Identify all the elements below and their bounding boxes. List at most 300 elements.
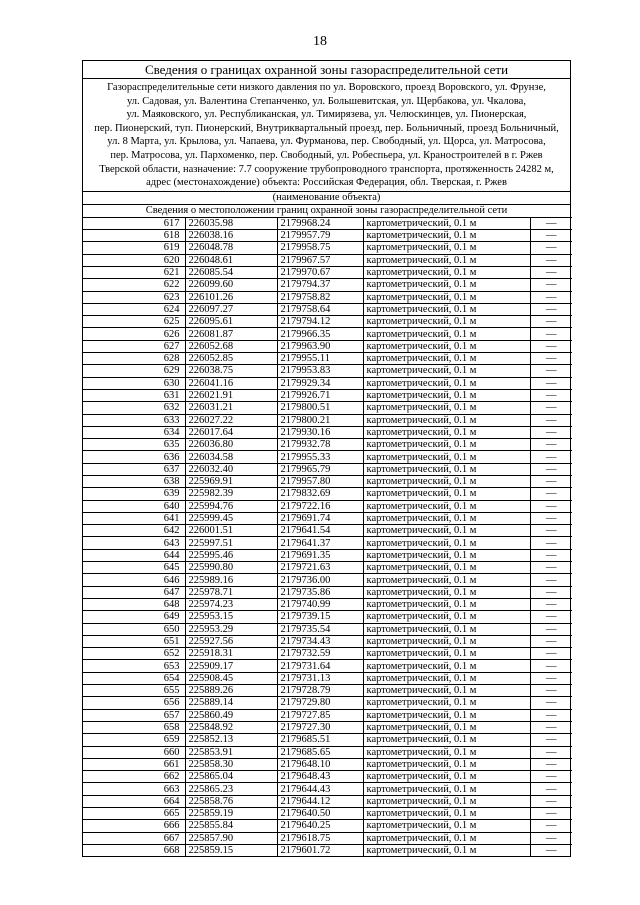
table-row [83,648,572,660]
point-number: 646 [83,574,185,586]
empty-cell-dash: — [530,721,572,733]
point-number: 663 [83,783,185,795]
point-number: 648 [83,598,185,610]
point-number: 655 [83,685,185,697]
point-number: 621 [83,266,185,278]
coord-x: 225908.45 [185,672,277,684]
description-line: ул. 8 Марта, ул. Крылова, ул. Чапаева, ул. Фурманова, пер. Свободный, ул. Щорса, ул. Матросова, [107,136,546,148]
determination-method: картометрический, 0.1 м [363,217,530,229]
coord-x: 225953.15 [185,611,277,623]
coord-y: 2179728.79 [277,685,363,697]
determination-method: картометрический, 0.1 м [363,771,530,783]
coord-y: 2179758.64 [277,303,363,315]
point-number: 659 [83,734,185,746]
description-line: ул. Маяковского, ул. Республиканская, ул. Тимирязева, ул. Челюскинцев, ул. Пионерская, [126,109,527,121]
coord-y: 2179735.86 [277,586,363,598]
table-row [83,808,572,820]
determination-method: картометрический, 0.1 м [363,254,530,266]
coord-x: 225857.90 [185,832,277,844]
point-number: 665 [83,808,185,820]
table-row [83,230,572,242]
coord-y: 2179955.11 [277,353,363,365]
empty-cell-dash: — [530,426,572,438]
table-row [83,377,572,389]
coord-y: 2179735.54 [277,623,363,635]
table-row [83,783,572,795]
point-number: 668 [83,844,185,856]
coord-x: 225889.26 [185,685,277,697]
determination-method: картометрический, 0.1 м [363,746,530,758]
table-row [83,697,572,709]
table-row [83,611,572,623]
determination-method: картометрический, 0.1 м [363,377,530,389]
coord-x: 225978.71 [185,586,277,598]
table-row [83,549,572,561]
coord-y: 2179929.34 [277,377,363,389]
determination-method: картометрический, 0.1 м [363,463,530,475]
table-row [83,340,572,352]
coord-y: 2179926.71 [277,389,363,401]
table-row [83,721,572,733]
coord-y: 2179968.24 [277,217,363,229]
determination-method: картометрический, 0.1 м [363,525,530,537]
coord-y: 2179721.63 [277,562,363,574]
point-number: 649 [83,611,185,623]
coord-y: 2179691.35 [277,549,363,561]
coord-y: 2179955.33 [277,451,363,463]
empty-cell-dash: — [530,783,572,795]
coord-y: 2179722.16 [277,500,363,512]
determination-method: картометрический, 0.1 м [363,672,530,684]
point-number: 658 [83,721,185,733]
determination-method: картометрический, 0.1 м [363,721,530,733]
point-number: 653 [83,660,185,672]
table-row [83,623,572,635]
table-row [83,562,572,574]
determination-method: картометрический, 0.1 м [363,685,530,697]
coord-y: 2179953.83 [277,365,363,377]
coord-y: 2179640.25 [277,820,363,832]
determination-method: картометрический, 0.1 м [363,512,530,524]
point-number: 625 [83,316,185,328]
determination-method: картометрический, 0.1 м [363,414,530,426]
empty-cell-dash: — [530,586,572,598]
coord-x: 225953.29 [185,623,277,635]
coord-y: 2179957.79 [277,230,363,242]
determination-method: картометрический, 0.1 м [363,291,530,303]
table-row [83,279,572,291]
determination-method: картометрический, 0.1 м [363,586,530,598]
coord-x: 226032.40 [185,463,277,475]
determination-method: картометрический, 0.1 м [363,734,530,746]
table-row [83,820,572,832]
point-number: 656 [83,697,185,709]
determination-method: картометрический, 0.1 м [363,758,530,770]
point-number: 642 [83,525,185,537]
coord-x: 226038.16 [185,230,277,242]
page-number: 18 [313,34,327,49]
determination-method: картометрический, 0.1 м [363,574,530,586]
table-row [83,242,572,254]
determination-method: картометрический, 0.1 м [363,426,530,438]
coord-x: 226085.54 [185,266,277,278]
coord-y: 2179965.79 [277,463,363,475]
point-number: 666 [83,820,185,832]
coord-y: 2179794.12 [277,316,363,328]
point-number: 636 [83,451,185,463]
determination-method: картометрический, 0.1 м [363,303,530,315]
coord-y: 2179739.15 [277,611,363,623]
coord-x: 225995.46 [185,549,277,561]
description-line: Газораспределительные сети низкого давления по ул. Воровского, проезд Воровского, ул. Фрунзе, [107,82,546,93]
determination-method: картометрический, 0.1 м [363,451,530,463]
empty-cell-dash: — [530,365,572,377]
point-number: 640 [83,500,185,512]
coord-x: 226036.80 [185,439,277,451]
empty-cell-dash: — [530,488,572,500]
coord-x: 225848.92 [185,721,277,733]
coord-y: 2179648.43 [277,771,363,783]
document-title: Сведения о границах охранной зоны газораспределительной сети [83,61,570,79]
empty-cell-dash: — [530,217,572,229]
empty-cell-dash: — [530,254,572,266]
determination-method: картометрический, 0.1 м [363,230,530,242]
table-row [83,746,572,758]
table-row [83,635,572,647]
empty-cell-dash: — [530,623,572,635]
determination-method: картометрический, 0.1 м [363,660,530,672]
table-row [83,316,572,328]
empty-cell-dash: — [530,746,572,758]
empty-cell-dash: — [530,635,572,647]
point-number: 662 [83,771,185,783]
coord-x: 225990.80 [185,562,277,574]
coord-x: 226041.16 [185,377,277,389]
empty-cell-dash: — [530,414,572,426]
point-number: 638 [83,475,185,487]
point-number: 643 [83,537,185,549]
determination-method: картометрический, 0.1 м [363,266,530,278]
table-row [83,537,572,549]
coord-x: 225999.45 [185,512,277,524]
coord-y: 2179731.64 [277,660,363,672]
coord-y: 2179966.35 [277,328,363,340]
coord-x: 226038.75 [185,365,277,377]
point-number: 654 [83,672,185,684]
empty-cell-dash: — [530,451,572,463]
table-row [83,685,572,697]
coord-x: 225858.30 [185,758,277,770]
empty-cell-dash: — [530,340,572,352]
coord-y: 2179932.78 [277,439,363,451]
point-number: 619 [83,242,185,254]
table-row [83,586,572,598]
determination-method: картометрический, 0.1 м [363,439,530,451]
point-number: 645 [83,562,185,574]
empty-cell-dash: — [530,611,572,623]
empty-cell-dash: — [530,549,572,561]
coord-y: 2179967.57 [277,254,363,266]
point-number: 622 [83,279,185,291]
coord-x: 225989.16 [185,574,277,586]
empty-cell-dash: — [530,648,572,660]
table-row [83,439,572,451]
table-row [83,402,572,414]
table-row [83,488,572,500]
determination-method: картометрический, 0.1 м [363,562,530,574]
determination-method: картометрический, 0.1 м [363,340,530,352]
coord-x: 225859.15 [185,844,277,856]
empty-cell-dash: — [530,795,572,807]
coord-x: 225994.76 [185,500,277,512]
object-name-caption: (наименование объекта) [83,191,570,204]
empty-cell-dash: — [530,832,572,844]
empty-cell-dash: — [530,291,572,303]
empty-cell-dash: — [530,500,572,512]
determination-method: картометрический, 0.1 м [363,279,530,291]
determination-method: картометрический, 0.1 м [363,844,530,856]
point-number: 624 [83,303,185,315]
empty-cell-dash: — [530,844,572,856]
empty-cell-dash: — [530,771,572,783]
description-line: ул. Садовая, ул. Валентина Степанченко, ул. Большевитская, ул. Щербакова, ул. Чкалова, [127,95,526,107]
empty-cell-dash: — [530,303,572,315]
table-row [83,660,572,672]
coord-y: 2179958.75 [277,242,363,254]
coord-y: 2179736.00 [277,574,363,586]
point-number: 634 [83,426,185,438]
coord-x: 226027.22 [185,414,277,426]
description-line: пер. Пионерский, туп. Пионерский, Внутриквартальный проезд, пер. Больничный, проезд Больничный, [94,122,559,134]
coord-x: 225909.17 [185,660,277,672]
coord-y: 2179727.85 [277,709,363,721]
empty-cell-dash: — [530,389,572,401]
table-row [83,500,572,512]
point-number: 639 [83,488,185,500]
table-row [83,844,572,856]
coord-y: 2179732.59 [277,648,363,660]
coord-x: 226021.91 [185,389,277,401]
table-row [83,328,572,340]
point-number: 627 [83,340,185,352]
point-number: 620 [83,254,185,266]
coord-x: 226048.61 [185,254,277,266]
empty-cell-dash: — [530,685,572,697]
coord-y: 2179970.67 [277,266,363,278]
coord-x: 226052.68 [185,340,277,352]
empty-cell-dash: — [530,266,572,278]
empty-cell-dash: — [530,574,572,586]
table-row [83,598,572,610]
empty-cell-dash: — [530,598,572,610]
empty-cell-dash: — [530,230,572,242]
determination-method: картометрический, 0.1 м [363,328,530,340]
empty-cell-dash: — [530,660,572,672]
coord-x: 226048.78 [185,242,277,254]
table-row [83,709,572,721]
determination-method: картометрический, 0.1 м [363,537,530,549]
determination-method: картометрический, 0.1 м [363,500,530,512]
determination-method: картометрический, 0.1 м [363,635,530,647]
coord-x: 226017.64 [185,426,277,438]
determination-method: картометрический, 0.1 м [363,488,530,500]
empty-cell-dash: — [530,525,572,537]
coord-x: 225889.14 [185,697,277,709]
point-number: 630 [83,377,185,389]
table-row [83,734,572,746]
coord-x: 225858.76 [185,795,277,807]
coord-x: 226101.26 [185,291,277,303]
table-row [83,365,572,377]
point-number: 617 [83,217,185,229]
determination-method: картометрический, 0.1 м [363,389,530,401]
coord-y: 2179648.10 [277,758,363,770]
table-row [83,291,572,303]
coord-y: 2179685.51 [277,734,363,746]
table-row [83,414,572,426]
coord-x: 226001.51 [185,525,277,537]
determination-method: картометрический, 0.1 м [363,365,530,377]
empty-cell-dash: — [530,808,572,820]
determination-method: картометрический, 0.1 м [363,648,530,660]
determination-method: картометрический, 0.1 м [363,697,530,709]
table-row [83,771,572,783]
determination-method: картометрический, 0.1 м [363,598,530,610]
coord-y: 2179641.37 [277,537,363,549]
point-number: 628 [83,353,185,365]
point-number: 626 [83,328,185,340]
empty-cell-dash: — [530,672,572,684]
coord-x: 225865.04 [185,771,277,783]
coord-y: 2179644.43 [277,783,363,795]
coord-y: 2179758.82 [277,291,363,303]
object-description [83,79,570,191]
coord-y: 2179729.80 [277,697,363,709]
point-number: 635 [83,439,185,451]
point-number: 629 [83,365,185,377]
empty-cell-dash: — [530,475,572,487]
table-row [83,574,572,586]
table-row [83,758,572,770]
coord-x: 226097.27 [185,303,277,315]
coord-x: 225860.49 [185,709,277,721]
point-number: 633 [83,414,185,426]
empty-cell-dash: — [530,279,572,291]
point-number: 661 [83,758,185,770]
empty-cell-dash: — [530,562,572,574]
coord-y: 2179640.50 [277,808,363,820]
empty-cell-dash: — [530,820,572,832]
determination-method: картометрический, 0.1 м [363,623,530,635]
point-number: 618 [83,230,185,242]
coord-y: 2179727.30 [277,721,363,733]
determination-method: картометрический, 0.1 м [363,242,530,254]
point-number: 657 [83,709,185,721]
coord-y: 2179832.69 [277,488,363,500]
table-row [83,254,572,266]
coord-x: 226034.58 [185,451,277,463]
determination-method: картометрический, 0.1 м [363,832,530,844]
description-line: пер. Матросова, ул. Пархоменко, пер. Свободный, ул. Робеспьера, ул. Краностроителей в г. Ржев [110,149,543,161]
coord-y: 2179794.37 [277,279,363,291]
description-line: адрес (местонахождение) объекта: Российская Федерация, обл. Тверская, г. Ржев [146,177,507,189]
determination-method: картометрический, 0.1 м [363,611,530,623]
point-number: 664 [83,795,185,807]
empty-cell-dash: — [530,316,572,328]
determination-method: картометрический, 0.1 м [363,549,530,561]
coordinates-table [83,217,572,856]
empty-cell-dash: — [530,758,572,770]
determination-method: картометрический, 0.1 м [363,820,530,832]
point-number: 644 [83,549,185,561]
table-row [83,426,572,438]
table-row [83,303,572,315]
coord-y: 2179734.43 [277,635,363,647]
coord-y: 2179641.54 [277,525,363,537]
point-number: 631 [83,389,185,401]
coord-x: 225927.56 [185,635,277,647]
coord-y: 2179691.74 [277,512,363,524]
table-row [83,672,572,684]
point-number: 641 [83,512,185,524]
document-table [82,60,571,857]
empty-cell-dash: — [530,439,572,451]
point-number: 647 [83,586,185,598]
empty-cell-dash: — [530,697,572,709]
table-row [83,832,572,844]
coord-x: 225997.51 [185,537,277,549]
point-number: 660 [83,746,185,758]
table-row [83,266,572,278]
coord-x: 225853.91 [185,746,277,758]
coord-y: 2179963.90 [277,340,363,352]
empty-cell-dash: — [530,734,572,746]
point-number: 651 [83,635,185,647]
coord-y: 2179800.51 [277,402,363,414]
coord-x: 225865.23 [185,783,277,795]
point-number: 652 [83,648,185,660]
coord-y: 2179800.21 [277,414,363,426]
determination-method: картометрический, 0.1 м [363,353,530,365]
determination-method: картометрический, 0.1 м [363,783,530,795]
coord-x: 225974.23 [185,598,277,610]
table-row [83,217,572,229]
table-row [83,475,572,487]
coord-x: 226052.85 [185,353,277,365]
table-row [83,353,572,365]
coord-x: 225855.84 [185,820,277,832]
empty-cell-dash: — [530,537,572,549]
coord-x: 226095.61 [185,316,277,328]
coord-x: 226099.60 [185,279,277,291]
coord-y: 2179601.72 [277,844,363,856]
coord-x: 226035.98 [185,217,277,229]
determination-method: картометрический, 0.1 м [363,475,530,487]
point-number: 637 [83,463,185,475]
coord-y: 2179930.16 [277,426,363,438]
coord-y: 2179731.13 [277,672,363,684]
coord-y: 2179685.65 [277,746,363,758]
table-row [83,389,572,401]
coord-x: 225969.91 [185,475,277,487]
empty-cell-dash: — [530,353,572,365]
coord-y: 2179957.80 [277,475,363,487]
point-number: 623 [83,291,185,303]
empty-cell-dash: — [530,512,572,524]
coord-x: 225918.31 [185,648,277,660]
empty-cell-dash: — [530,402,572,414]
empty-cell-dash: — [530,463,572,475]
